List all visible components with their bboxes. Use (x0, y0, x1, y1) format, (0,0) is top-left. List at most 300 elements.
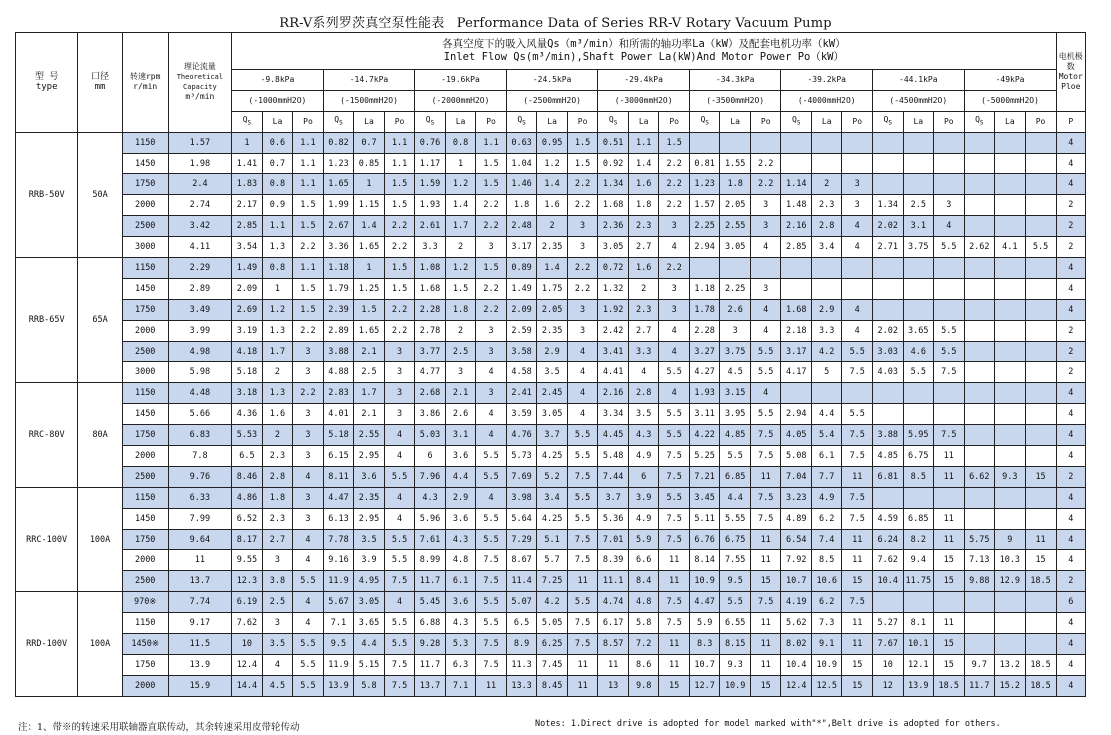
value-cell-po: 3 (476, 237, 507, 258)
value-cell-la (995, 153, 1026, 174)
value-cell-qs: 10.4 (873, 571, 904, 592)
value-cell-la: 4.8 (628, 592, 659, 613)
value-cell-qs: 2.02 (873, 216, 904, 237)
value-cell-la: 1.4 (628, 153, 659, 174)
value-cell-po: 5.5 (842, 341, 873, 362)
value-cell-po: 1.5 (293, 216, 324, 237)
value-cell-po: 7.5 (842, 487, 873, 508)
value-cell-po (934, 299, 965, 320)
value-cell-qs: 2.25 (689, 216, 720, 237)
value-cell-po: 15 (934, 550, 965, 571)
value-cell-la: 2.35 (354, 487, 385, 508)
speed-cell: 1450 (122, 404, 168, 425)
value-cell-qs: 7.01 (598, 529, 629, 550)
value-cell-po: 2.2 (659, 258, 690, 279)
value-cell-po: 5.5 (750, 362, 781, 383)
value-cell-po: 15 (842, 654, 873, 675)
value-cell-la (720, 132, 751, 153)
value-cell-la: 5.8 (354, 675, 385, 696)
model-header: 型 号 type (16, 33, 78, 133)
sub-header-la: La (354, 111, 385, 132)
value-cell-la: 10.9 (720, 675, 751, 696)
table-row (16, 487, 1086, 508)
value-cell-po: 11 (659, 654, 690, 675)
value-cell-po: 7.5 (567, 613, 598, 634)
value-cell-po: 4 (750, 320, 781, 341)
value-cell-la: 3 (445, 362, 476, 383)
pressure-kpa-header: -19.6kPa (415, 70, 507, 91)
value-cell-po: 11 (934, 529, 965, 550)
value-cell-po: 5.5 (567, 446, 598, 467)
value-cell-qs: 9.88 (964, 571, 995, 592)
value-cell-po: 15 (934, 571, 965, 592)
value-cell-po: 4 (293, 613, 324, 634)
pressure-kpa-header: -34.3kPa (689, 70, 781, 91)
value-cell-qs: 3.45 (689, 487, 720, 508)
value-cell-la: 4.95 (354, 571, 385, 592)
value-cell-po: 4 (567, 404, 598, 425)
value-cell-po: 5.5 (293, 571, 324, 592)
value-cell-qs: 10.9 (689, 571, 720, 592)
value-cell-la: 4.3 (628, 425, 659, 446)
value-cell-la (811, 153, 842, 174)
value-cell-po: 2.2 (750, 174, 781, 195)
value-cell-po: 11 (934, 508, 965, 529)
value-cell-la: 4.8 (445, 550, 476, 571)
value-cell-po: 15 (1025, 466, 1056, 487)
value-cell-la: 1.25 (354, 278, 385, 299)
port-header: 口径 mm (78, 33, 123, 133)
speed-cell: 1450 (122, 278, 168, 299)
value-cell-po: 5.5 (934, 237, 965, 258)
theoretical-capacity-cell: 11.5 (168, 634, 232, 655)
value-cell-la: 2.5 (445, 341, 476, 362)
value-cell-la: 2.05 (537, 299, 568, 320)
sub-header-la: La (720, 111, 751, 132)
value-cell-la: 0.85 (354, 153, 385, 174)
theoretical-capacity-cell: 9.17 (168, 613, 232, 634)
value-cell-po: 3 (567, 216, 598, 237)
speed-cell: 2000 (122, 446, 168, 467)
value-cell-qs (964, 258, 995, 279)
value-cell-la: 8.4 (628, 571, 659, 592)
value-cell-po: 5.5 (659, 362, 690, 383)
value-cell-qs: 4.05 (781, 425, 812, 446)
theoretical-capacity-cell: 7.74 (168, 592, 232, 613)
value-cell-po: 3 (659, 299, 690, 320)
value-cell-qs: 1.49 (232, 258, 263, 279)
value-cell-po: 5.5 (750, 404, 781, 425)
value-cell-po: 7.5 (659, 592, 690, 613)
value-cell-po: 1.5 (293, 278, 324, 299)
value-cell-la: 1 (445, 153, 476, 174)
value-cell-la: 2.3 (628, 216, 659, 237)
value-cell-po: 11 (750, 634, 781, 655)
value-cell-qs: 4.85 (873, 446, 904, 467)
value-cell-qs: 9.5 (323, 634, 354, 655)
value-cell-qs: 7.62 (873, 550, 904, 571)
sub-header-po: Po (934, 111, 965, 132)
value-cell-la: 3.75 (903, 237, 934, 258)
pressure-kpa-header: -44.1kPa (873, 70, 965, 91)
motor-pole-cell: 6 (1056, 592, 1085, 613)
value-cell-la (903, 174, 934, 195)
value-cell-la: 9.1 (811, 634, 842, 655)
value-cell-la: 1.4 (354, 216, 385, 237)
value-cell-qs: 1.08 (415, 258, 446, 279)
value-cell-la: 4.9 (628, 446, 659, 467)
value-cell-qs: 1.04 (506, 153, 537, 174)
value-cell-qs: 3.58 (506, 341, 537, 362)
value-cell-po: 7.5 (476, 634, 507, 655)
value-cell-po: 5.5 (476, 592, 507, 613)
value-cell-qs (964, 216, 995, 237)
sub-header-la: La (262, 111, 293, 132)
value-cell-qs: 1.14 (781, 174, 812, 195)
value-cell-qs: 2.28 (415, 299, 446, 320)
value-cell-po: 15 (842, 571, 873, 592)
sub-header-qs: $Q_S$ (873, 111, 904, 132)
port-cell: 100A (78, 592, 123, 696)
sub-header-po: Po (476, 111, 507, 132)
value-cell-qs: 1.18 (689, 278, 720, 299)
sub-header-po: Po (384, 111, 415, 132)
value-cell-po: 11 (934, 466, 965, 487)
value-cell-qs (964, 132, 995, 153)
speed-cell: 1750 (122, 299, 168, 320)
value-cell-qs: 3.03 (873, 341, 904, 362)
value-cell-qs (964, 634, 995, 655)
value-cell-po: 4 (384, 446, 415, 467)
value-cell-qs: 1.93 (689, 383, 720, 404)
value-cell-qs: 4.86 (232, 487, 263, 508)
value-cell-qs: 13 (598, 675, 629, 696)
value-cell-qs: 2.36 (598, 216, 629, 237)
value-cell-po: 7.5 (567, 634, 598, 655)
port-cell: 80A (78, 383, 123, 487)
value-cell-qs: 4.01 (323, 404, 354, 425)
value-cell-po: 7.5 (842, 446, 873, 467)
value-cell-la: 5.55 (720, 508, 751, 529)
value-cell-po: 3 (842, 195, 873, 216)
value-cell-qs: 5.96 (415, 508, 446, 529)
value-cell-la: 2.1 (354, 404, 385, 425)
motor-pole-cell: 2 (1056, 195, 1085, 216)
model-cell: RRB-65V (16, 258, 78, 383)
value-cell-qs: 5.67 (323, 592, 354, 613)
theoretical-capacity-cell: 5.98 (168, 362, 232, 383)
value-cell-la: 2 (537, 216, 568, 237)
value-cell-qs (964, 362, 995, 383)
value-cell-qs: 5.18 (232, 362, 263, 383)
value-cell-po (1025, 278, 1056, 299)
value-cell-po: 1.5 (384, 174, 415, 195)
value-cell-la: 0.7 (354, 132, 385, 153)
value-cell-qs: 7.92 (781, 550, 812, 571)
value-cell-po: 3 (934, 195, 965, 216)
value-cell-qs: 2.59 (506, 320, 537, 341)
value-cell-la: 7.2 (628, 634, 659, 655)
value-cell-la: 3.6 (445, 446, 476, 467)
value-cell-la: 1.2 (445, 174, 476, 195)
value-cell-la: 10.3 (995, 550, 1026, 571)
table-row (16, 529, 1086, 550)
value-cell-la: 7.55 (720, 550, 751, 571)
value-cell-la: 7.3 (811, 613, 842, 634)
value-cell-la: 13.2 (995, 654, 1026, 675)
value-cell-po (750, 132, 781, 153)
value-cell-po: 11 (567, 571, 598, 592)
value-cell-po: 1.5 (293, 195, 324, 216)
value-cell-po: 2.2 (567, 278, 598, 299)
value-cell-qs: 1.68 (598, 195, 629, 216)
table-row (16, 613, 1086, 634)
value-cell-po: 11 (842, 634, 873, 655)
value-cell-qs: 1.34 (598, 174, 629, 195)
value-cell-qs: 8.39 (598, 550, 629, 571)
value-cell-la: 4 (262, 654, 293, 675)
value-cell-qs: 5.62 (781, 613, 812, 634)
value-cell-po: 7.5 (842, 425, 873, 446)
value-cell-qs: 11.9 (323, 571, 354, 592)
value-cell-qs: 3.54 (232, 237, 263, 258)
value-cell-la: 2.5 (354, 362, 385, 383)
value-cell-qs: 3.3 (415, 237, 446, 258)
value-cell-qs: 12.4 (781, 675, 812, 696)
sub-header-qs: $Q_S$ (232, 111, 263, 132)
motor-pole-header: 电机极数 Motor Ploe (1056, 33, 1085, 112)
value-cell-po: 3 (476, 383, 507, 404)
motor-pole-cell: 4 (1056, 446, 1085, 467)
value-cell-qs: 7.13 (964, 550, 995, 571)
value-cell-la: 1.3 (262, 320, 293, 341)
sub-header-qs: $Q_S$ (781, 111, 812, 132)
value-cell-po: 4 (384, 592, 415, 613)
table-row (16, 425, 1086, 446)
value-cell-po: 11 (659, 634, 690, 655)
speed-cell: 2000 (122, 195, 168, 216)
value-cell-po: 7.5 (384, 571, 415, 592)
sub-header-qs: $Q_S$ (415, 111, 446, 132)
value-cell-po: 11 (842, 466, 873, 487)
value-cell-qs: 12.4 (232, 654, 263, 675)
value-cell-po (934, 404, 965, 425)
sub-header-qs: $Q_S$ (964, 111, 995, 132)
value-cell-qs (873, 132, 904, 153)
value-cell-qs (964, 592, 995, 613)
value-cell-qs: 4.3 (415, 487, 446, 508)
value-cell-po: 3 (659, 216, 690, 237)
value-cell-po: 1.1 (293, 153, 324, 174)
value-cell-qs: 3.17 (506, 237, 537, 258)
value-cell-qs: 4.27 (689, 362, 720, 383)
value-cell-po: 5.5 (384, 529, 415, 550)
value-cell-la: 3.75 (720, 341, 751, 362)
value-cell-la: 2.05 (720, 195, 751, 216)
value-cell-po: 5.5 (750, 341, 781, 362)
value-cell-po: 4 (293, 550, 324, 571)
value-cell-la: 4.9 (811, 487, 842, 508)
speed-cell: 2500 (122, 341, 168, 362)
value-cell-qs: 2.16 (598, 383, 629, 404)
value-cell-qs: 6.88 (415, 613, 446, 634)
value-cell-la (995, 258, 1026, 279)
value-cell-po: 3 (293, 425, 324, 446)
value-cell-po (934, 278, 965, 299)
value-cell-qs (964, 404, 995, 425)
value-cell-qs: 12.3 (232, 571, 263, 592)
table-row (16, 654, 1086, 675)
sub-header-la: La (903, 111, 934, 132)
port-cell: 65A (78, 258, 123, 383)
value-cell-la: 3.15 (720, 383, 751, 404)
value-cell-la: 8.45 (537, 675, 568, 696)
theoretical-capacity-cell: 2.74 (168, 195, 232, 216)
value-cell-qs: 3.77 (415, 341, 446, 362)
value-cell-la: 2 (445, 320, 476, 341)
value-cell-qs: 3.11 (689, 404, 720, 425)
value-cell-qs: 3.18 (232, 383, 263, 404)
value-cell-la: 5.95 (903, 425, 934, 446)
value-cell-qs: 4.59 (873, 508, 904, 529)
value-cell-la: 2 (628, 278, 659, 299)
value-cell-qs: 10 (232, 634, 263, 655)
value-cell-la: 5.5 (903, 362, 934, 383)
value-cell-po: 1.5 (384, 258, 415, 279)
pressure-kpa-header: -24.5kPa (506, 70, 598, 91)
value-cell-la: 1.7 (445, 216, 476, 237)
value-cell-la: 1.5 (354, 299, 385, 320)
value-cell-qs: 1.92 (598, 299, 629, 320)
value-cell-qs: 3.7 (598, 487, 629, 508)
sub-header-qs: $Q_S$ (689, 111, 720, 132)
value-cell-la: 8.5 (903, 466, 934, 487)
value-cell-la: 3.9 (628, 487, 659, 508)
value-cell-qs: 2.28 (689, 320, 720, 341)
value-cell-po: 5.5 (1025, 237, 1056, 258)
value-cell-la: 3.5 (537, 362, 568, 383)
value-cell-qs: 2.85 (232, 216, 263, 237)
value-cell-po: 11 (750, 550, 781, 571)
value-cell-la: 1.2 (445, 258, 476, 279)
value-cell-qs: 5.75 (964, 529, 995, 550)
page-title (0, 12, 1111, 31)
motor-pole-cell: 2 (1056, 571, 1085, 592)
value-cell-qs: 6.13 (323, 508, 354, 529)
speed-cell: 1150 (122, 383, 168, 404)
value-cell-la: 11.75 (903, 571, 934, 592)
value-cell-la: 12.5 (811, 675, 842, 696)
value-cell-po: 11 (750, 654, 781, 675)
motor-pole-cell: 4 (1056, 383, 1085, 404)
sub-header-po: Po (842, 111, 873, 132)
value-cell-po: 7.5 (842, 362, 873, 383)
value-cell-la: 6.55 (720, 613, 751, 634)
value-cell-qs: 3.59 (506, 404, 537, 425)
value-cell-qs (873, 404, 904, 425)
value-cell-la: 4.9 (628, 508, 659, 529)
value-cell-la: 2 (262, 362, 293, 383)
value-cell-la (995, 299, 1026, 320)
value-cell-po: 15 (750, 675, 781, 696)
value-cell-qs: 7.62 (232, 613, 263, 634)
value-cell-qs: 2.71 (873, 237, 904, 258)
value-cell-po: 5.5 (934, 341, 965, 362)
value-cell-po: 1.5 (476, 153, 507, 174)
pressure-mmh2o-header: (-2000mmH2O) (415, 90, 507, 111)
value-cell-qs: 3.34 (598, 404, 629, 425)
theoretical-capacity-cell: 4.98 (168, 341, 232, 362)
value-cell-qs: 9.28 (415, 634, 446, 655)
motor-pole-cell: 4 (1056, 278, 1085, 299)
value-cell-la: 8.15 (720, 634, 751, 655)
value-cell-la: 9.4 (903, 550, 934, 571)
value-cell-la: 1.6 (537, 195, 568, 216)
value-cell-la: 5 (811, 362, 842, 383)
value-cell-qs: 2.68 (415, 383, 446, 404)
table-row (16, 550, 1086, 571)
value-cell-qs: 8.3 (689, 634, 720, 655)
value-cell-la: 2.9 (811, 299, 842, 320)
value-cell-po: 1.5 (293, 299, 324, 320)
value-cell-qs: 6.17 (598, 613, 629, 634)
value-cell-la: 6.2 (811, 508, 842, 529)
value-cell-qs (964, 320, 995, 341)
value-cell-po: 5.5 (567, 508, 598, 529)
value-cell-po (842, 258, 873, 279)
value-cell-la: 4.25 (537, 446, 568, 467)
value-cell-po (1025, 592, 1056, 613)
value-cell-po (1025, 404, 1056, 425)
value-cell-la: 1.8 (720, 174, 751, 195)
value-cell-po: 11 (842, 529, 873, 550)
value-cell-qs: 11.7 (964, 675, 995, 696)
value-cell-la: 6.2 (811, 592, 842, 613)
value-cell-po: 5.5 (293, 634, 324, 655)
value-cell-po: 2.2 (384, 299, 415, 320)
table-body (16, 132, 1086, 696)
theoretical-capacity-cell: 9.64 (168, 529, 232, 550)
value-cell-qs (964, 153, 995, 174)
value-cell-la: 2 (445, 237, 476, 258)
value-cell-la: 4.85 (720, 425, 751, 446)
value-cell-la (811, 258, 842, 279)
value-cell-qs: 1.65 (323, 174, 354, 195)
value-cell-qs: 6.76 (689, 529, 720, 550)
speed-cell: 1450 (122, 508, 168, 529)
value-cell-po: 1.5 (384, 278, 415, 299)
value-cell-po: 11 (476, 675, 507, 696)
value-cell-po (1025, 174, 1056, 195)
value-cell-qs: 8.11 (323, 466, 354, 487)
value-cell-po (934, 383, 965, 404)
value-cell-po: 18.5 (1025, 571, 1056, 592)
value-cell-qs: 1.23 (689, 174, 720, 195)
table-row (16, 278, 1086, 299)
speed-cell: 1750 (122, 654, 168, 675)
value-cell-la: 3.5 (262, 634, 293, 655)
value-cell-po: 2.2 (659, 195, 690, 216)
value-cell-po: 1.1 (293, 132, 324, 153)
value-cell-la (811, 383, 842, 404)
value-cell-la: 1.55 (720, 153, 751, 174)
value-cell-po: 2.2 (384, 216, 415, 237)
value-cell-qs: 4.41 (598, 362, 629, 383)
value-cell-qs: 1.46 (506, 174, 537, 195)
value-cell-la: 10.9 (811, 654, 842, 675)
value-cell-po: 2.2 (384, 237, 415, 258)
value-cell-la (903, 278, 934, 299)
